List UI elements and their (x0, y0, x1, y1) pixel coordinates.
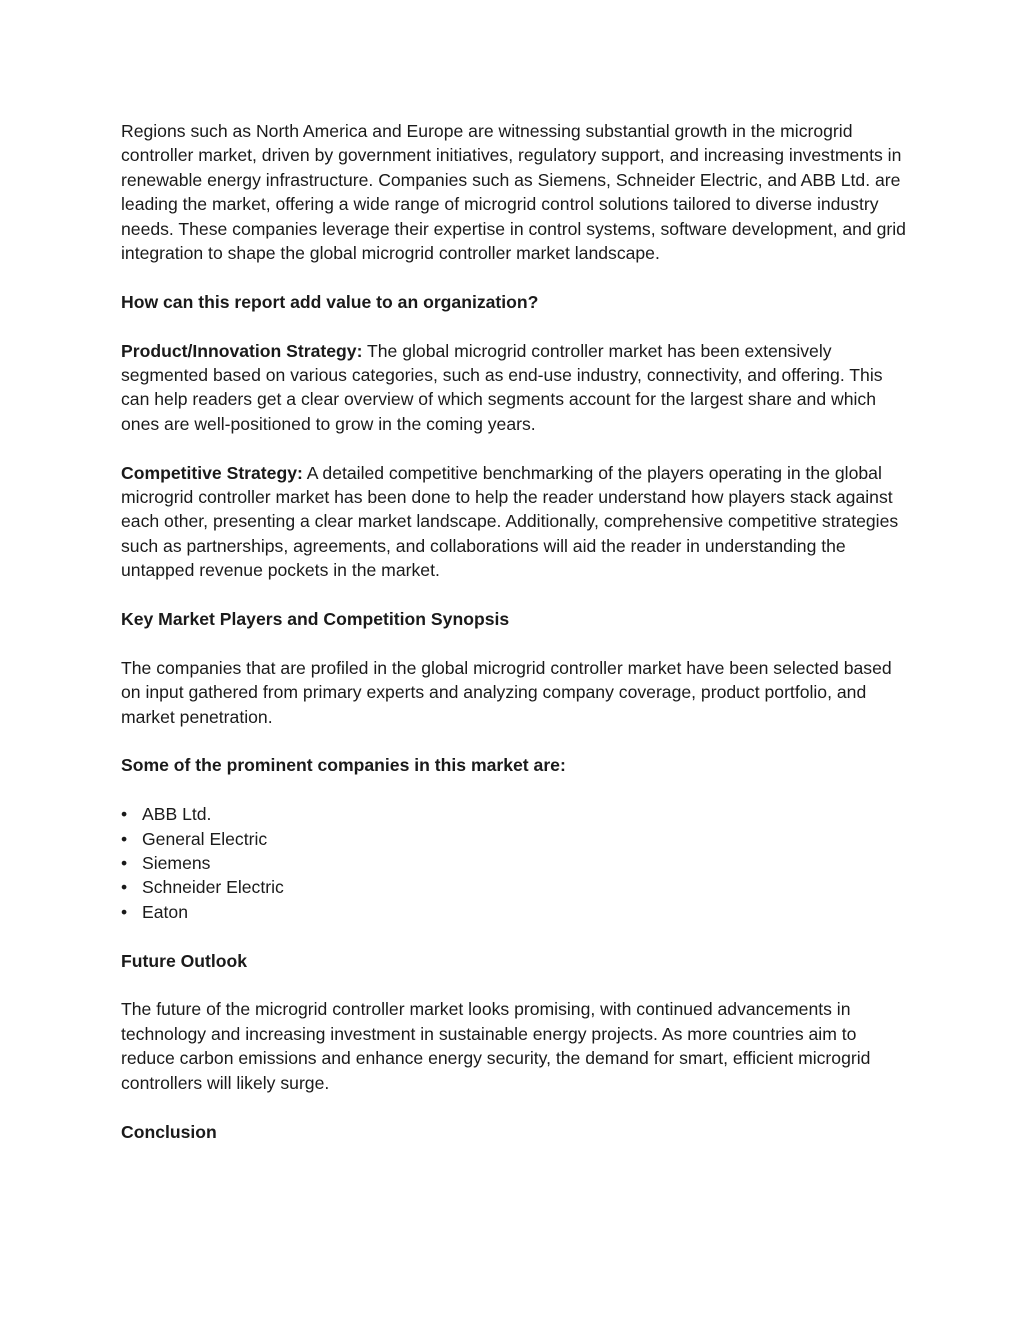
list-item (121, 875, 911, 899)
company-name: ABB Ltd. (142, 804, 212, 825)
product-strategy-lead: Product/Innovation Strategy: (121, 340, 363, 361)
company-name: Siemens (142, 853, 211, 874)
document-page (121, 119, 911, 1168)
competitive-strategy-lead: Competitive Strategy: (121, 462, 303, 483)
companies-list (121, 802, 911, 924)
bullet-icon: • (121, 804, 128, 825)
product-strategy-text: The global microgrid controller market has been extensively segmented based on various categories, such as end-use industry, connectivity, and offering. This can help readers get a clear overview of which segments account for the largest share and which ones are well-positioned to grow in the coming years. (121, 340, 883, 434)
list-item (121, 827, 911, 851)
players-heading: Key Market Players and Competition Synopsis (121, 609, 510, 630)
bullet-icon: • (121, 901, 128, 922)
company-name: General Electric (142, 828, 268, 849)
outlook-heading: Future Outlook (121, 950, 248, 971)
competitive-strategy-paragraph (121, 461, 911, 583)
players-paragraph: The companies that are profiled in the global microgrid controller market have been selected based on input gathered from primary experts and analyzing company coverage, product portfolio, and market penetration. (121, 657, 892, 727)
bullet-icon: • (121, 828, 128, 849)
conclusion-heading: Conclusion (121, 1121, 217, 1142)
bullet-icon: • (121, 877, 128, 898)
company-name: Eaton (142, 901, 188, 922)
product-strategy-paragraph (121, 339, 911, 437)
company-name: Schneider Electric (142, 877, 284, 898)
competitive-strategy-text: A detailed competitive benchmarking of the players operating in the global microgrid controller market has been done to help the reader understand how players stack against each other, presenting a clear market landscape. Additionally, comprehensive competitive strategies such as partnerships, agreements, and collaborations will aid the reader in understanding the untapped revenue pockets in the market. (121, 462, 899, 581)
intro-paragraph: Regions such as North America and Europe are witnessing substantial growth in the microgrid controller market, driven by government initiatives, regulatory support, and increasing investments in renewable energy infrastructure. Companies such as Siemens, Schneider Electric, and ABB Ltd. are leading the market, offering a wide range of microgrid control solutions tailored to diverse industry needs. These companies leverage their expertise in control systems, software development, and grid integration to shape the global microgrid controller market landscape. (121, 121, 906, 264)
bullet-icon: • (121, 853, 128, 874)
companies-heading: Some of the prominent companies in this market are: (121, 755, 566, 776)
list-item (121, 900, 911, 924)
list-item (121, 851, 911, 875)
list-item (121, 802, 911, 826)
outlook-paragraph: The future of the microgrid controller market looks promising, with continued advancements in technology and increasing investment in sustainable energy projects. As more countries aim to reduce carbon emissions and enhance energy security, the demand for smart, efficient microgrid controllers will likely surge. (121, 999, 871, 1093)
value-heading: How can this report add value to an organization? (121, 291, 539, 312)
